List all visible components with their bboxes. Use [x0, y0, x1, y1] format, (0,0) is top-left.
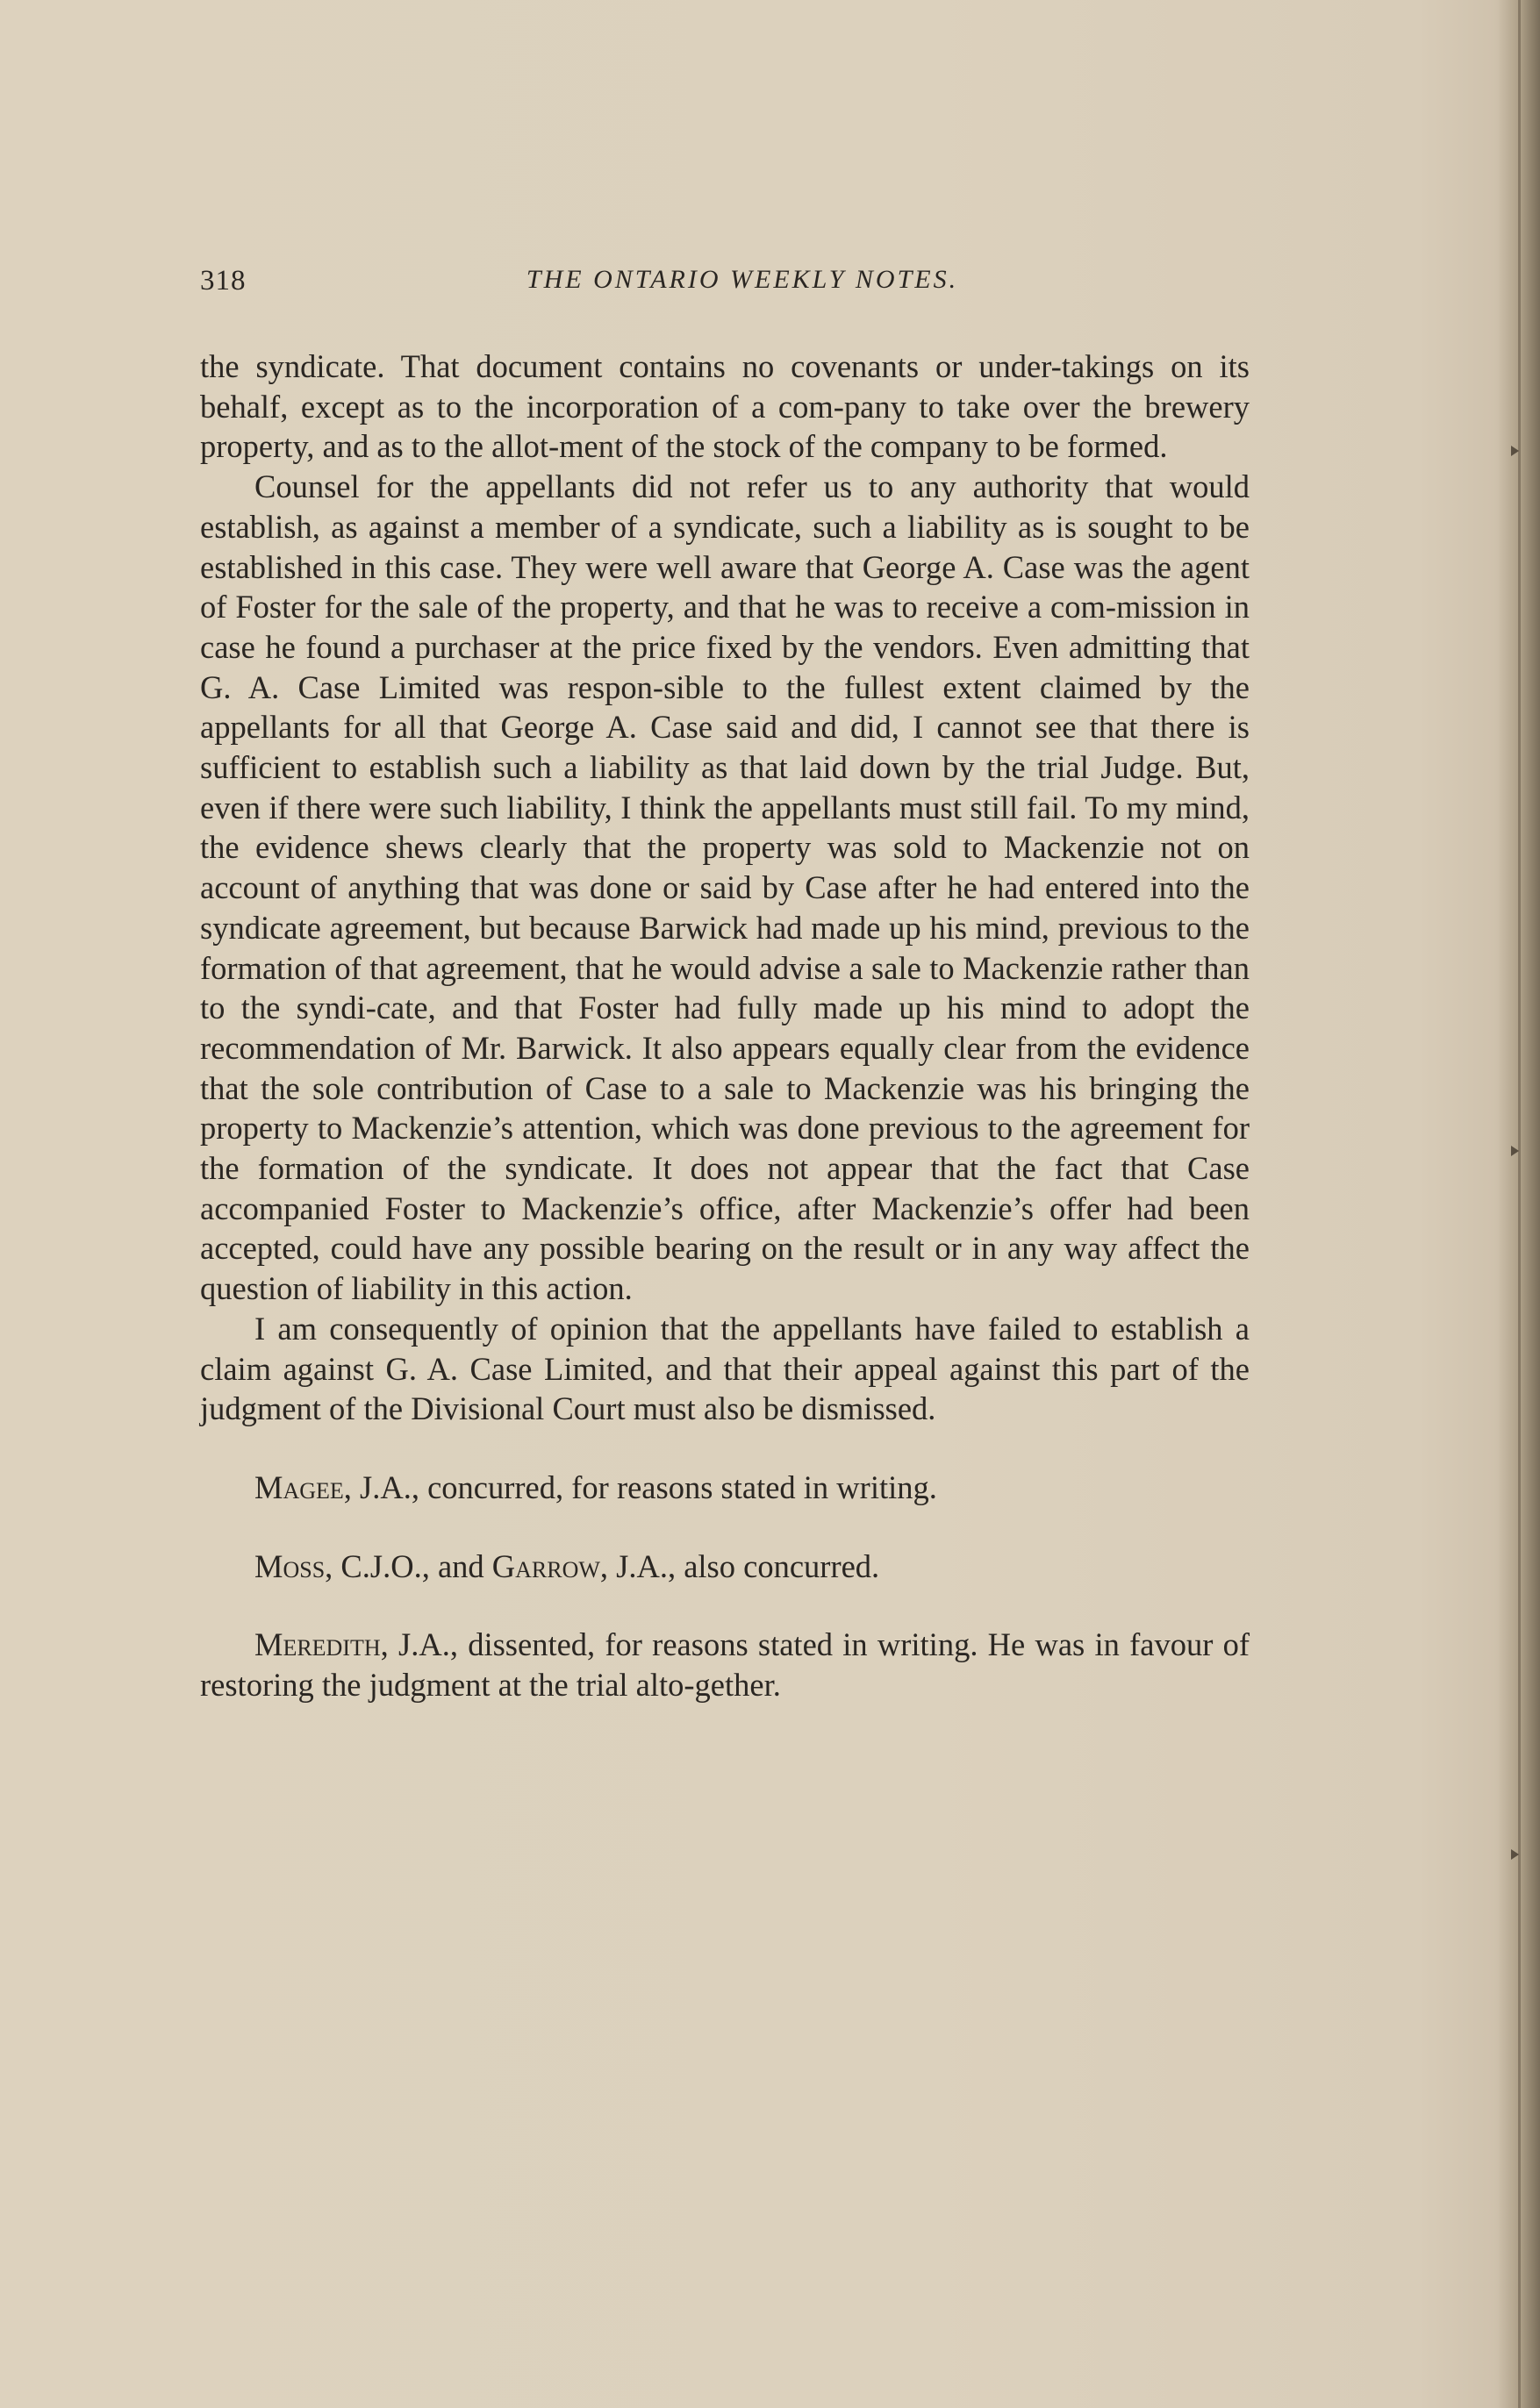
judge-name: Meredith	[254, 1626, 381, 1663]
margin-mark	[1511, 1146, 1519, 1156]
paragraph-conclusion: I am consequently of opinion that the appellants have failed to establish a claim against G. A. Case Limited, and that their appeal against this part of the judgment of the Divisional Court must also be dismissed.	[200, 1310, 1250, 1427]
concurrence-text: , J.A., concurred, for reasons stated in writing.	[343, 1468, 937, 1505]
dissent-text: , J.A., dissented, for reasons stated in writing. He was in favour of restoring the judgment at the trial alto-gether.	[200, 1626, 1250, 1704]
dissent-meredith	[200, 1625, 1250, 1704]
page-number: 318	[200, 265, 247, 297]
concurrence-text: , C.J.O., and	[325, 1547, 492, 1584]
paragraph-counsel: Counsel for the appellants did not refer us to any authority that would establish, as against a member of a syndicate, such a liability as is sought to be established in this case. They were well aware that George A. Case was the agent of Foster for the sale of the property, and that he was to receive a com-mission in case he found a purchaser at the price fixed by the vendors. Even admitting that G. A. Case Limited was respon-sible to the fullest extent claimed by the appellants for all that George A. Case said and did, I cannot see that there is sufficient to establish such a liability as that laid down by the trial Judge. But, even if there were such liability, I think the appellants must still fail. To my mind, the evidence shews clearly that the property was sold to Mackenzie not on account of anything that was done or said by Case after he had entered into the syndicate agreement, but because Barwick had made up his mind, previous to the formation of that agreement, that he would advise a sale to Mackenzie rather than to the syndi-cate, and that Foster had fully made up his mind to adopt the recommendation of Mr. Barwick. It also appears equally clear from the evidence that the sole contribution of Case to a sale to Mackenzie was his bringing the property to Mackenzie’s attention, which was done previous to the agreement for the formation of the syndicate. It does not appear that the fact that Case accompanied Foster to Mackenzie’s office, after Mackenzie’s offer had been accepted, could have any possible bearing on the result or in any way affect the question of liability in this action.	[200, 468, 1250, 1307]
judge-name: Moss	[254, 1547, 326, 1584]
margin-mark	[1511, 446, 1519, 456]
judge-name: Magee	[254, 1468, 344, 1505]
binding-edge	[1518, 0, 1521, 2408]
judge-name: Garrow	[491, 1547, 600, 1584]
paragraph-continuation: the syndicate. That document contains no covenants or under-takings on its behalf, except as to the incorporation of a com-pany to take over the brewery property, and as to the allot-ment of the stock of the company to be formed.	[200, 348, 1250, 465]
concurrence-text: , J.A., also concurred.	[599, 1547, 880, 1584]
concurrence-magee	[200, 1468, 1250, 1508]
body-text	[200, 347, 1250, 1705]
margin-mark	[1511, 1849, 1519, 1860]
concurrence-moss-garrow	[200, 1547, 1250, 1587]
running-title: THE ONTARIO WEEKLY NOTES.	[526, 265, 959, 294]
running-header	[200, 265, 1250, 309]
